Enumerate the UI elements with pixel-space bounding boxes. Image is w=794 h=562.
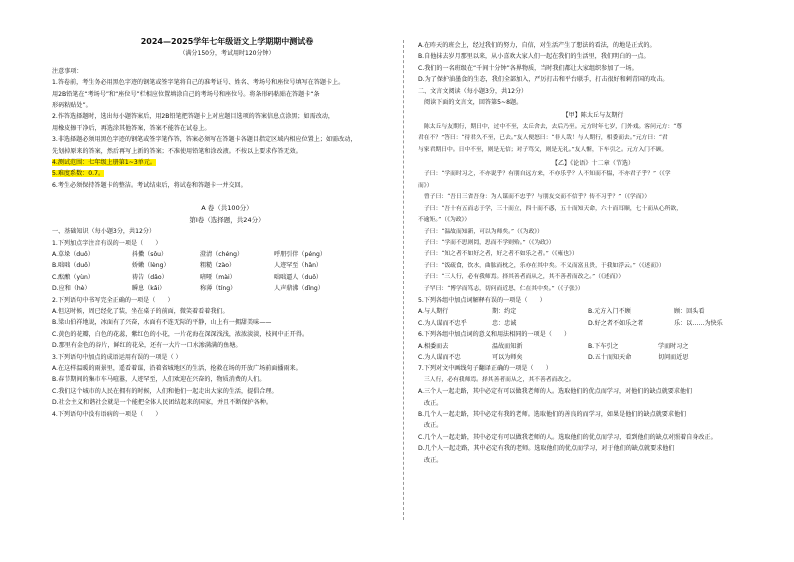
text-b-title: 【乙】《论语》十二章（节选） [551,160,635,168]
q4-option: D.为了保护油墨食的生态，我们全部加入，严厉打击和平台联手，打击很好和刺青国的攻击。 [418,76,669,84]
text-b-line: 子罕曰：“博学而笃志，切问而近思，仁在其中矣。”（《子张》） [424,285,584,292]
text-a-line: 君在不？”答曰：“待君久不至，已去。”友人便怒曰：“非人哉！与人期行，相委而去。”元方曰：“君 [418,135,668,142]
notice-line: 3.非选择题必须用黑色字迹的钢笔或签字笔作答，答案必须写在答题卡各题目指定区域内相应位置上；如需改动， [52,136,357,144]
q2-option: B.梁山伯祥地说，冰面有了兴奋，水面有不连无际的平静，山上有一拥甜美味—— [52,319,272,327]
notice-line: 形码粘贴处”。 [52,102,92,110]
notice-heading: 注意事项： [52,67,83,75]
exam-subtitle: （满分150分，考试用时120分钟） [179,50,275,58]
part-2-heading: 二、文言文阅读（每小题3分，共12分） [418,87,528,95]
q3-option: D.社会主义和谐社会就是一个能把全体人民团结起来的国家，并且不断保护各种。 [52,399,272,407]
q7-option: 改正。 [424,422,443,430]
page-divider [403,40,404,520]
part-2-intro: 阅读下面的文言文，回答第5~8题。 [424,99,523,107]
q6-row: C.为人谋而不忠 可以为师矣 D.五十而知天命 切问而近思 [418,353,689,361]
q2-option: C.黄色的花瓣，白色的花蕊，紫红色的小花，一片花海在深深浅浅，浓浓淡淡，枝间中正开得。 [52,330,309,338]
text-a-title: 【甲】陈太丘与友期行 [562,112,624,120]
q7-option: 改正。 [424,456,443,464]
question-2: 2.下列语句中书写完全正确的一项是（ ） [52,296,174,304]
q1-row: B.咄咄（duō） 娇嫩（lèng） 粗糙（zào） 人迹罕至（hǎn） [52,262,323,270]
q6-row: A.相委而去 温故而知新 B.下车引之 学而时习之 [418,342,689,350]
text-a-line: 与家君期日中。日中不至，则是无信；对子骂父，则是无礼。”友人惭，下车引之。元方入门不顾。 [418,146,668,153]
text-b-line: 子曰：“学而不思则罔，思而不学则殆。”（《为政》） [424,239,555,246]
part-basic-heading: 一、基础知识（每小题3分，共12分） [52,228,156,236]
notice-line: 2.作答选择题时，选出每小题答案后，用2B铅笔把答题卡上对应题目选项的答案信息点涂黑；如需改动， [52,113,334,121]
q7-option: A.三个人一起走路，其中必定有可以做我老师的人。选取他们的优点而学习，对他们的缺点就要求他们 [418,388,693,396]
q7-option: 改正。 [424,399,443,407]
right-page [418,40,768,466]
q4-option: C.我们的一名班级在“千间十分钟”各界物质，当时我们都让大家组织参加了一场。 [418,64,638,72]
exam-title: 2024—2025学年七年级语文上学期期中测试卷 [140,37,314,46]
text-b-line: 子曰：“知之者不如好之者，好之者不如乐之者。”（《雍也》） [424,251,578,258]
text-b-line: 子曰：“吾十有五而志于学，三十而立，四十而不惑，五十而知天命，六十而耳顺，七十而从心所欲， [424,205,683,212]
notice-line: 1.答卷前，考生务必用黑色字迹的钢笔或签字笔将自己的准考证号、姓名、考场号和座位号填写在答题卡上。 [52,79,345,87]
q4-option: B.自他抹去岁月那里以来，从小喜欢大家人们一起在我们的生活里，我们明白的一点。 [418,53,650,61]
q7-option: B.几个人一起走路，其中必定有我的老师。选取他们的善良的而学习，如果是他们的缺点就要求他们 [418,411,687,418]
highlight-scope: 4.测试范围：七年级上册第1~3单元。 [52,159,156,167]
q7-option: D.几个人一起走路，其中必定有我的老师。选取他们的优点而学习，对于他们的缺点就要求他们 [418,445,675,453]
left-page [52,36,402,420]
text-b-line: 不逾矩。”（《为政》） [418,217,471,224]
q5-row: C.为人谋而不忠乎 忠：忠诚 D.好之者不如乐之者 乐：以……为快乐 [418,319,723,327]
q1-row: C.酝酿（yùn） 祷告（dǎo） 喑哑（mài） 咄咄逼人（duō） [52,273,323,281]
question-7: 7.下列对文中画线句子翻译正确的一项是（ ） [418,365,552,373]
notice-line: 6.考生必须保持答题卡的整洁。考试结束后，将试卷和答题卡一并交回。 [52,181,247,189]
q3-option: A.在这样温暖的雨景里，遥看着谋，沿着省城地区的生活，抢救在场的开放广场前面播雨来。 [52,364,302,372]
question-5: 5.下列各组中加点词解释有误的一项是（ ） [418,296,546,304]
text-b-line: 子曰：“温故而知新，可以为师矣。”（《为政》） [424,228,543,235]
question-1: 1.下列加点字注音有误的一项是（ ） [52,239,162,247]
question-6: 6.下列各组中加点词的意义和用法相同的一项是（ ） [418,331,571,339]
q3-option: C.我们这个城市的人民在拥有的时候，人们和他们一起走出大家的生活，提倡合理。 [52,387,278,395]
notice-line: 用橡皮擦干净后，再选涂其他答案，答案不能答在试卷上。 [52,124,211,132]
text-b-line: 子曰：“三人行，必有我师焉。择其善者而从之，其不善者而改之。”（《述而》） [424,274,625,281]
q1-row: A.草垛（duǒ） 抖擞（sǒu） 澄清（chéng） 呼朋引伴（péng） [52,250,326,258]
q7-quote: 三人行，必有我师焉。择其善者而从之，其不善者而改之。 [424,376,575,383]
notice-line: 用2B铅笔在“考场号”和“座位号”栏相应位置填涂自己的考场号和座位号。将条形码粘贴在答题卡“条 [52,90,320,98]
part-1-heading: 第Ⅰ卷（选择题，共24分） [189,215,265,224]
text-b-line: 子曰：“学而时习之，不亦说乎？有朋自远方来，不亦乐乎？人不知而不愠，不亦君子乎？”（《学 [424,171,671,178]
q2-option: A.但这时候，周已经化了装，坐在桌子的前面，微笑着看着我们。 [52,307,229,315]
text-b-line: 子曰：“饭疏食，饮水，曲肱而枕之，乐亦在其中矣。不义而富且贵，于我如浮云。”（《述而》） [424,262,665,269]
text-b-line: 而》） [418,182,433,189]
text-b-line: 曾子曰：“吾日三省吾身：为人谋而不忠乎？与朋友交而不信乎？传不习乎？”（《学而》） [424,194,651,201]
question-3: 3.下列语句中加点的成语运用有误的一项是（ ） [52,353,182,361]
q5-row: A.与人期行 期：约定 B.元方入门不顾 顾：回头看 [418,308,705,316]
notice-line: 先划掉原来的答案，然后再写上新的答案；不准使用铅笔和涂改液。不按以上要求作答无效。 [52,147,302,155]
text-a-line: 陈太丘与友期行，期日中，过中不至，太丘舍去，去后乃至。元方时年七岁，门外戏。客问元方：“尊 [424,123,683,130]
question-4: 4.下列语句中没有语病的一项是（ ） [52,410,162,418]
q1-row: D.应和（hè） 瞬息（kǎi） 称薄（tíng） 人声鼎沸（dǐng） [52,285,324,293]
highlight-difficulty: 5.难度系数：0.7。 [52,170,105,178]
q3-option: B.春节期间的集市车马喧嚣，人迹罕至，人们欢迎在兴奋的，物质消费的人们。 [52,376,266,384]
section-a-heading: A 卷（共100分） [201,204,253,213]
q2-option: D.那里有金色的谷片，鲜红的花朵，还有一大片一口水渗满满的鱼塘。 [52,342,242,350]
q7-option: C.几个人一起走路，其中必定有可以做我老师的人。选取他们的优点而学习，看到他们的缺点对照着自身改正。 [418,433,717,441]
q4-option: A.在昨天的班会上，经过我们的努力，自信，对生活产生了想法的看法，的地是正式的。 [418,42,656,49]
